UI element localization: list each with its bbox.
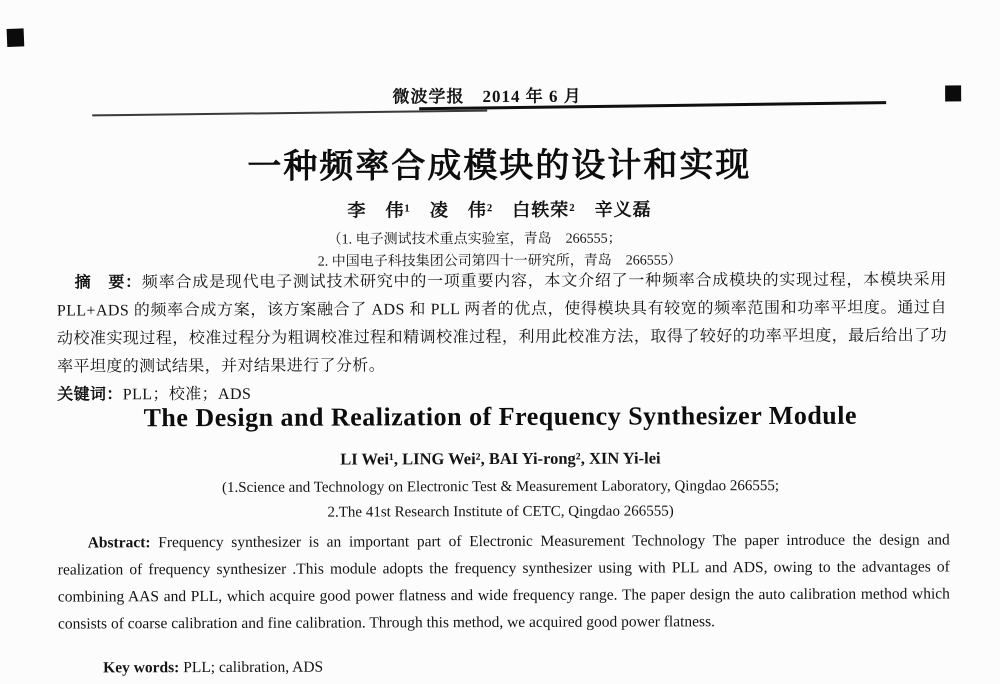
english-title: The Design and Realization of Frequency Synthesizer Module (143, 400, 858, 433)
journal-header: 微波学报 2014 年 6 月 (392, 86, 582, 107)
chinese-abstract-label: 摘 要： (74, 274, 142, 292)
chinese-abstract-text: 频率合成是现代电子测试技术研究中的一项重要内容，本文介绍了一种频率合成模块的实现过程，本模块采用 PLL+ADS 的频率合成方案，该方案融合了 ADS 和 PLL 两者的优点，使得模块具有较宽的频率范围和功率平坦度。通过自动校准实现过程，校准过程分为粗调校准过程和精调校准过程，利用此校准方法，取得了较好的功率平坦度，最后给出了功率平坦度的测试结果，并对结果进行了分析。 (56, 271, 948, 376)
chinese-title: 一种频率合成模块的设计和实现 (247, 146, 752, 186)
chinese-keywords-label: 关键词： (57, 386, 123, 404)
scan-artifact-mark-left (7, 28, 25, 47)
english-affiliation-2: 2.The 41st Research Institute of CETC, Qingdao 266555) (327, 503, 674, 521)
chinese-authors: 李 伟¹ 凌 伟² 白轶荣² 辛义磊 (347, 199, 652, 221)
english-keywords-text: PLL; calibration, ADS (179, 658, 324, 677)
english-abstract-text: Frequency synthesizer is an important part of Electronic Measurement Technology The paper introduce the design and realization of frequency synthesizer .This module adopts the frequency synthesizer using with PLL and ADS, owing to the advantages of combining AAS and PLL, which acquire good power flatness and wide frequency range. The paper design the auto calibration method which consists of coarse calibration and fine calibration. Through this method, we acquired good power flatness. (57, 531, 950, 633)
chinese-abstract (57, 266, 947, 381)
english-authors: LI Wei¹, LING Wei², BAI Yi-rong², XIN Yi-lei (340, 448, 661, 469)
header-rule-left (92, 110, 487, 117)
english-keywords-label: Key words: (103, 659, 180, 677)
english-abstract (58, 526, 950, 637)
chinese-affiliation-2: 2. 中国电子科技集团公司第四十一研究所，青岛 266555） (317, 253, 682, 270)
english-affiliation-1: (1.Science and Technology on Electronic Test & Measurement Laboratory, Qingdao 266555; (221, 478, 780, 496)
chinese-affiliation-1: （1. 电子测试技术重点实验室，青岛 266555； (327, 231, 622, 248)
english-keywords (58, 656, 950, 677)
chinese-keywords-text: PLL；校准；ADS (122, 385, 252, 404)
english-abstract-label: Abstract: (87, 534, 151, 552)
